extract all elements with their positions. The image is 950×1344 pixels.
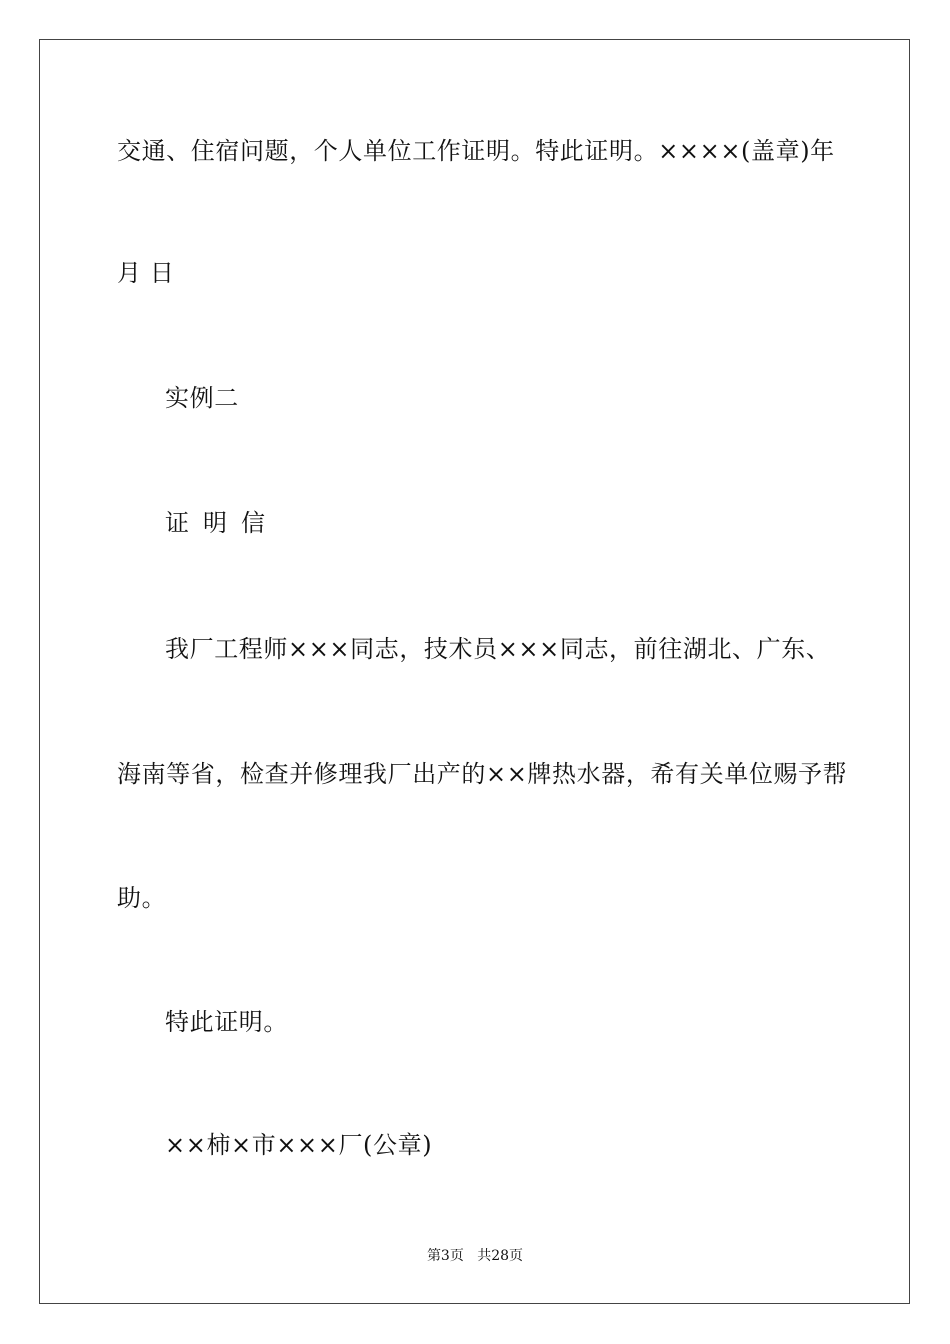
page-border bbox=[39, 39, 910, 1304]
paragraph-line-1: 交通、住宿问题，个人单位工作证明。特此证明。××××(盖章)年 bbox=[117, 137, 835, 165]
signature-line: ××柿×市×××厂(公章) bbox=[165, 1131, 433, 1159]
body-line-2: 海南等省，检查并修理我厂出产的××牌热水器，希有关单位赐予帮 bbox=[117, 760, 848, 788]
page-footer bbox=[0, 1246, 950, 1266]
closing-statement: 特此证明。 bbox=[165, 1008, 288, 1036]
date-line: 月 日 bbox=[117, 259, 175, 287]
section-heading-example-two: 实例二 bbox=[165, 384, 239, 412]
body-line-3: 助。 bbox=[117, 884, 167, 912]
letter-title: 证明信 bbox=[165, 509, 279, 537]
page-total: 共28页 bbox=[477, 1248, 524, 1264]
page-number: 第3页 bbox=[426, 1248, 464, 1264]
body-line-1: 我厂工程师×××同志，技术员×××同志，前往湖北、广东、 bbox=[165, 635, 831, 663]
